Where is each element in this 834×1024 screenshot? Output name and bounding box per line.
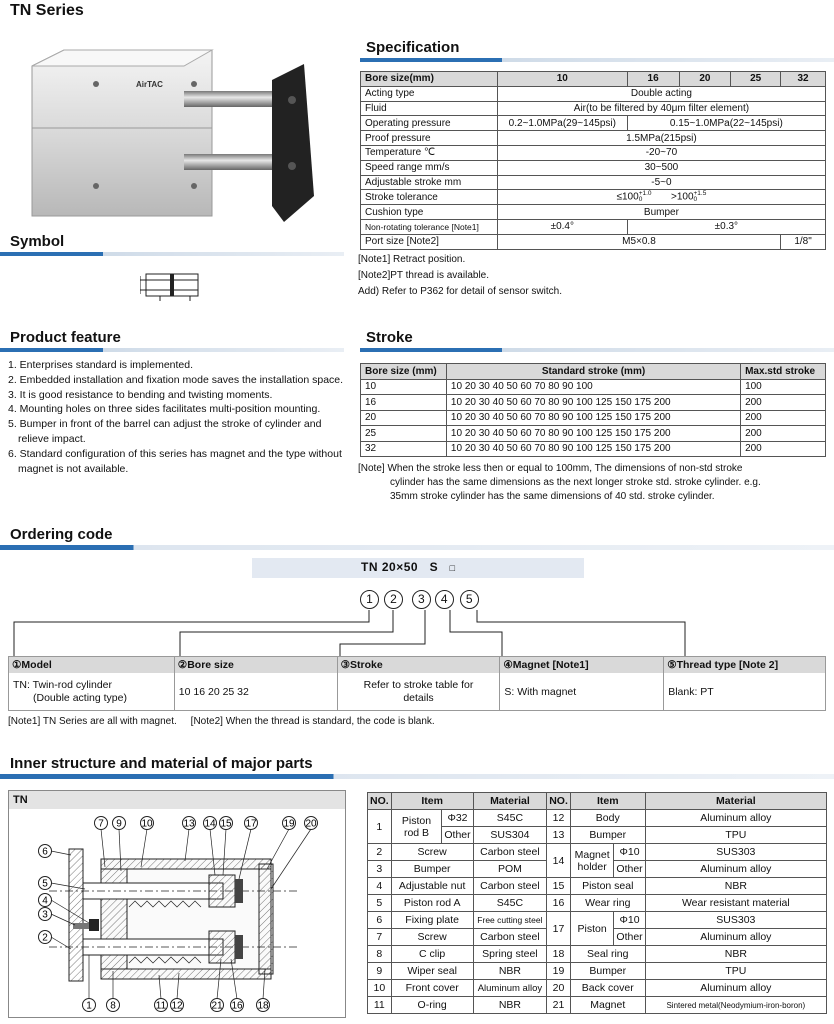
spec-value: Double acting [497, 86, 825, 101]
order-col-thread [664, 657, 826, 711]
mat-material: TPU [645, 827, 826, 844]
order-circles [360, 590, 479, 609]
circle-3: 3 [412, 590, 431, 609]
mat-no: 8 [368, 946, 392, 963]
stroke-max: 200 [741, 441, 826, 457]
product-brand: AirTAC [136, 80, 163, 89]
product-photo [24, 36, 324, 236]
spec-label: Cushion type [361, 205, 498, 220]
feature-item: 1. Enterprises standard is implemented. [8, 359, 194, 371]
callout: 10 [141, 818, 153, 830]
spec-note: Add) Refer to P362 for detail of sensor switch. [358, 286, 562, 297]
mat-no: 17 [547, 912, 571, 946]
order-col-body [500, 673, 664, 711]
table-row [361, 395, 826, 411]
spec-row [361, 190, 826, 205]
mat-sub: Other [442, 827, 473, 844]
order-body-text: S: With magnet [504, 685, 577, 698]
mat-no: 16 [547, 895, 571, 912]
callout: 18 [257, 1000, 269, 1012]
callout: 14 [204, 818, 216, 830]
cylinder-section-icon [9, 809, 345, 1017]
order-col-head: ④Magnet [Note1] [500, 657, 664, 673]
stroke-list: 10 20 30 40 50 60 70 80 90 100 [446, 379, 740, 395]
mat-header: NO. [368, 793, 392, 810]
stroke-max: 200 [741, 426, 826, 442]
mat-header: Material [645, 793, 826, 810]
stroke-table [360, 363, 826, 457]
bore-label: Bore size(mm) [361, 72, 498, 87]
order-col-head: ①Model [9, 657, 175, 673]
callout: 2 [42, 932, 48, 944]
bore-20: 20 [679, 72, 731, 87]
order-body-text: details [403, 691, 434, 704]
mat-item: C clip [391, 946, 473, 963]
callout: 3 [42, 909, 48, 921]
mat-item: Piston [570, 912, 614, 946]
mat-no: 1 [368, 810, 392, 844]
stroke-max: 100 [741, 379, 826, 395]
spec-label: Speed range mm/s [361, 160, 498, 175]
mat-material: Sintered metal(Neodymium-iron-boron) [645, 997, 826, 1014]
mat-material: Aluminum alloy [645, 810, 826, 827]
mat-material: NBR [645, 878, 826, 895]
stroke-note [358, 462, 832, 504]
mat-item: Body [570, 810, 645, 827]
ordering-title: Ordering code [10, 526, 113, 543]
table-row [368, 980, 827, 997]
mat-sub: Other [614, 861, 645, 878]
mat-material: Spring steel [473, 946, 547, 963]
bore-10: 10 [497, 72, 627, 87]
stroke-header: Standard stroke (mm) [446, 364, 740, 380]
mat-item: Bumper [570, 827, 645, 844]
mat-material: Aluminum alloy [473, 980, 547, 997]
spec-value: 0.2~1.0MPa(29~145psi) [497, 116, 627, 131]
mat-material: Wear resistant material [645, 895, 826, 912]
callout: 12 [171, 1000, 183, 1012]
spec-label: Non-rotating tolerance [Note1] [361, 219, 498, 234]
callout: 19 [283, 818, 295, 830]
spec-label: Acting type [361, 86, 498, 101]
callout: 13 [183, 818, 195, 830]
spec-value: Bumper [497, 205, 825, 220]
spec-row [361, 101, 826, 116]
spec-row [361, 145, 826, 160]
order-col-stroke [338, 657, 501, 711]
callout: 17 [245, 818, 257, 830]
cylinder-symbol-icon [140, 270, 206, 305]
spec-row [361, 234, 826, 249]
order-col-body [338, 673, 501, 711]
spec-label: Temperature ℃ [361, 145, 498, 160]
feature-item: 3. It is good resistance to bending and twisting moments. [8, 388, 273, 401]
mat-material: TPU [645, 963, 826, 980]
symbol-title: Symbol [10, 233, 65, 250]
mat-material: SUS304 [473, 827, 547, 844]
mat-item: Wiper seal [391, 963, 473, 980]
mat-item: Piston seal [570, 878, 645, 895]
materials-table [367, 792, 827, 1014]
tol-le-sub: 0 [638, 196, 643, 204]
feature-title: Product feature [10, 329, 121, 346]
mat-sub: Φ32 [442, 810, 473, 827]
spec-label: Adjustable stroke mm [361, 175, 498, 190]
callout: 5 [42, 878, 48, 890]
spec-value: 1.5MPa(215psi) [497, 131, 825, 146]
mat-no: 9 [368, 963, 392, 980]
mat-item: Wear ring [570, 895, 645, 912]
order-col-body [664, 673, 826, 711]
mat-item: Piston rod B [391, 810, 442, 844]
stroke-list: 10 20 30 40 50 60 70 80 90 100 125 150 175 200 [446, 441, 740, 457]
spec-row [361, 219, 826, 234]
spec-label: Operating pressure [361, 116, 498, 131]
stroke-bore: 16 [361, 395, 447, 411]
mat-no: 10 [368, 980, 392, 997]
section-rule [0, 774, 834, 779]
stroke-bore: 20 [361, 410, 447, 426]
feature-item: 4. Mounting holes on three sides facilitates multi-position mounting. [8, 403, 321, 416]
spec-value: M5×0.8 [497, 234, 780, 249]
spec-label: Stroke tolerance [361, 190, 498, 205]
mat-material: Carbon steel [473, 929, 547, 946]
mat-no: 18 [547, 946, 571, 963]
callout: 11 [155, 1000, 167, 1012]
spec-row [361, 116, 826, 131]
spec-value: 0.15~1.0MPa(22~145psi) [627, 116, 825, 131]
mat-header: NO. [547, 793, 571, 810]
tol-le-sup: +1.0 [638, 190, 652, 198]
table-row [361, 379, 826, 395]
callout: 4 [42, 895, 48, 907]
order-col-model [9, 657, 175, 711]
callout: 9 [116, 818, 122, 830]
spec-label: Port size [Note2] [361, 234, 498, 249]
spec-value: Air(to be filtered by 40μm filter element) [497, 101, 825, 116]
callout: 15 [220, 818, 232, 830]
spec-row [361, 86, 826, 101]
spec-row [361, 131, 826, 146]
code-bore: 20 [381, 560, 397, 574]
mat-material: Free cutting steel [473, 912, 547, 929]
section-rule [360, 58, 834, 62]
order-code [361, 560, 456, 574]
callout: 8 [110, 1000, 116, 1012]
spec-title: Specification [366, 39, 460, 56]
mat-item: Screw [391, 844, 473, 861]
mat-material: Aluminum alloy [645, 861, 826, 878]
mat-item: Screw [391, 929, 473, 946]
spec-notes [358, 252, 562, 300]
stroke-list: 10 20 30 40 50 60 70 80 90 100 125 150 175 200 [446, 426, 740, 442]
mat-no: 20 [547, 980, 571, 997]
order-body-text: (Double acting type) [33, 691, 127, 704]
order-col-magnet [500, 657, 664, 711]
tol-gt: >100 [670, 191, 694, 203]
mat-item: Adjustable nut [391, 878, 473, 895]
section-rule [0, 348, 344, 352]
mat-material: Carbon steel [473, 878, 547, 895]
mat-item: Fixing plate [391, 912, 473, 929]
mat-material: NBR [473, 963, 547, 980]
tol-gt-sub: 0 [693, 196, 698, 204]
table-row [368, 878, 827, 895]
stroke-bore: 10 [361, 379, 447, 395]
spec-value [497, 190, 825, 205]
order-table [8, 656, 826, 711]
stroke-note-line: 35mm stroke cylinder has the same dimensions of 40 std. stroke cylinder. [390, 491, 715, 502]
code-magnet: S [429, 560, 439, 574]
order-body-text: 10 16 20 25 32 [178, 685, 249, 698]
mat-header: Item [570, 793, 645, 810]
order-col-head: ③Stroke [338, 657, 501, 673]
mat-no: 14 [547, 844, 571, 878]
code-model: TN [361, 560, 378, 574]
spec-row [361, 175, 826, 190]
spec-header-row [361, 72, 826, 87]
structure-drawing [8, 790, 346, 1018]
ordering-note: [Note1] TN Series are all with magnet. [Note2] When the thread is standard, the code is blank. [8, 716, 435, 727]
order-col-body [9, 673, 175, 711]
stroke-header: Max.std stroke [741, 364, 826, 380]
mat-material: SUS303 [645, 844, 826, 861]
mat-no: 15 [547, 878, 571, 895]
feature-item: 5. Bumper in front of the barrel can adjust the stroke of cylinder and relieve impact. [8, 418, 322, 445]
circle-5: 5 [460, 590, 479, 609]
circle-1: 1 [360, 590, 379, 609]
spec-value: 1/8" [781, 234, 826, 249]
mat-item: O-ring [391, 997, 473, 1014]
order-body-text: Refer to stroke table for [363, 678, 474, 691]
spec-value: -20~70 [497, 145, 825, 160]
callout: 20 [305, 818, 317, 830]
table-row [368, 963, 827, 980]
mat-no: 6 [368, 912, 392, 929]
spec-row [361, 205, 826, 220]
mat-item: Piston rod A [391, 895, 473, 912]
bore-25: 25 [731, 72, 781, 87]
stroke-list: 10 20 30 40 50 60 70 80 90 100 125 150 175 200 [446, 395, 740, 411]
table-row [361, 441, 826, 457]
section-rule [0, 545, 834, 550]
order-body-text: TN: Twin-rod cylinder [13, 678, 113, 691]
spec-label: Proof pressure [361, 131, 498, 146]
mat-no: 19 [547, 963, 571, 980]
series-title: TN Series [10, 2, 84, 19]
callout: 1 [86, 1000, 92, 1012]
mat-item: Seal ring [570, 946, 645, 963]
order-leader-lines [0, 608, 834, 658]
materials-header-row [368, 793, 827, 810]
spec-value: ±0.4° [497, 219, 627, 234]
mat-no: 7 [368, 929, 392, 946]
order-col-head: ⑤Thread type [Note 2] [664, 657, 826, 673]
stroke-title: Stroke [366, 329, 413, 346]
tol-gt-sup: +1.5 [693, 190, 707, 198]
bore-16: 16 [627, 72, 679, 87]
spec-note: [Note2]PT thread is available. [358, 270, 490, 281]
mat-item: Back cover [570, 980, 645, 997]
order-col-body [175, 673, 338, 711]
table-row [368, 844, 827, 861]
spec-note: [Note1] Retract position. [358, 254, 466, 265]
table-row [368, 912, 827, 929]
mat-item: Magnet [570, 997, 645, 1014]
order-body-text: Blank: PT [668, 685, 714, 698]
mat-material: Carbon steel [473, 844, 547, 861]
stroke-bore: 25 [361, 426, 447, 442]
table-row [361, 410, 826, 426]
section-rule [360, 348, 834, 352]
mat-sub: Φ10 [614, 844, 645, 861]
mat-no: 11 [368, 997, 392, 1014]
mat-header: Item [391, 793, 473, 810]
table-row [368, 810, 827, 827]
callout: 16 [231, 1000, 243, 1012]
mat-no: 4 [368, 878, 392, 895]
mat-no: 3 [368, 861, 392, 878]
code-thread: □ [449, 563, 456, 573]
spec-value: -5~0 [497, 175, 825, 190]
circle-4: 4 [435, 590, 454, 609]
table-row [361, 426, 826, 442]
feature-item: 6. Standard configuration of this series has magnet and the type without magnet is not available. [8, 447, 342, 475]
table-row [368, 895, 827, 912]
stroke-max: 200 [741, 410, 826, 426]
order-col-head: ②Bore size [175, 657, 338, 673]
spec-table [360, 71, 826, 250]
stroke-header-row [361, 364, 826, 380]
mat-material: NBR [473, 997, 547, 1014]
mat-no: 2 [368, 844, 392, 861]
callout: 7 [98, 818, 104, 830]
section-rule [0, 252, 344, 256]
tol-le: ≤100 [616, 191, 639, 203]
spec-value: 30~500 [497, 160, 825, 175]
mat-material: NBR [645, 946, 826, 963]
feature-list [8, 358, 346, 476]
spec-label: Fluid [361, 101, 498, 116]
mat-material: S45C [473, 895, 547, 912]
circle-2: 2 [384, 590, 403, 609]
mat-sub: Other [614, 929, 645, 946]
table-row [368, 997, 827, 1014]
mat-item: Bumper [391, 861, 473, 878]
mat-item: Magnet holder [570, 844, 614, 878]
callout: 21 [211, 1000, 223, 1012]
mat-material: SUS303 [645, 912, 826, 929]
order-col-bore [175, 657, 338, 711]
mat-no: 13 [547, 827, 571, 844]
stroke-note-line: cylinder has the same dimensions as the next longer stroke std. stroke cylinder. e.g. [390, 477, 761, 488]
callout: 6 [42, 846, 48, 858]
inner-title: Inner structure and material of major parts [10, 755, 313, 772]
mat-material: Aluminum alloy [645, 980, 826, 997]
feature-item: 2. Embedded installation and fixation mode saves the installation space. [8, 373, 344, 386]
stroke-header: Bore size (mm) [361, 364, 447, 380]
stroke-list: 10 20 30 40 50 60 70 80 90 100 125 150 175 200 [446, 410, 740, 426]
spec-value: ±0.3° [627, 219, 825, 234]
mat-material: POM [473, 861, 547, 878]
mat-no: 5 [368, 895, 392, 912]
mat-no: 21 [547, 997, 571, 1014]
mat-header: Material [473, 793, 547, 810]
table-row [368, 946, 827, 963]
mat-material: S45C [473, 810, 547, 827]
mat-no: 12 [547, 810, 571, 827]
mat-item: Bumper [570, 963, 645, 980]
drawing-label: TN [9, 791, 345, 809]
mat-sub: Φ10 [614, 912, 645, 929]
spec-row [361, 160, 826, 175]
bore-32: 32 [781, 72, 826, 87]
code-stroke: ×50 [396, 560, 419, 574]
mat-item: Front cover [391, 980, 473, 997]
stroke-bore: 32 [361, 441, 447, 457]
stroke-note-line: [Note] When the stroke less then or equal to 100mm, The dimensions of non-std stroke [358, 463, 743, 474]
stroke-max: 200 [741, 395, 826, 411]
mat-material: Aluminum alloy [645, 929, 826, 946]
